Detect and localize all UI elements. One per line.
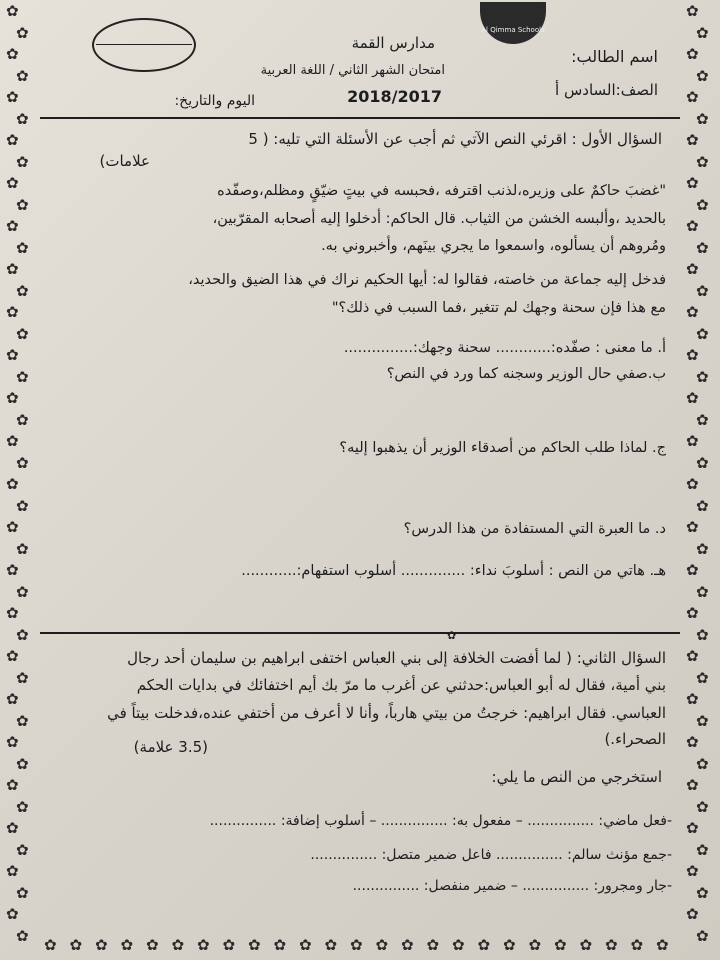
flower-ornament-icon: ✿ <box>6 561 19 579</box>
q1-part-a: أ. ما معنى : صفّده:............ سحنة وجهك:............... <box>343 340 666 356</box>
flower-ornament-icon: ✿ <box>686 862 699 880</box>
q2-text-line: العباسي. فقال ابراهيم: خرجتُ من بيتي هارباً، وأنا لا أعرف من أختفي عنده،فدخلت بيتاً في <box>107 704 666 722</box>
flower-ornament-icon: ✿ <box>16 797 29 816</box>
flower-ornament-icon: ✿ <box>44 936 57 954</box>
flower-ornament-icon: ✿ <box>95 936 108 954</box>
flower-ornament-icon: ✿ <box>16 625 29 644</box>
q2-extract-row: -جار ومجرور: ............... – ضمير منفصل: ............... <box>352 878 672 894</box>
flower-ornament-icon: ✿ <box>528 936 542 954</box>
q2-marks: (3.5 علامة) <box>133 738 208 756</box>
flower-ornament-icon: ✿ <box>6 475 19 493</box>
flower-ornament-icon: ✿ <box>6 2 19 20</box>
flower-ornament-icon: ✿ <box>686 88 699 106</box>
exam-content <box>40 0 680 930</box>
flower-ornament-icon: ✿ <box>16 582 29 601</box>
flower-ornament-icon: ✿ <box>273 936 287 954</box>
flower-ornament-icon: ✿ <box>696 539 709 558</box>
exam-title: امتحان الشهر الثاني / اللغة العربية <box>260 63 445 78</box>
flower-ornament-icon: ✿ <box>696 367 709 386</box>
flower-ornament-icon: ✿ <box>375 936 389 954</box>
flower-ornament-icon: ✿ <box>686 346 699 364</box>
flower-ornament-icon: ✿ <box>503 936 516 954</box>
flower-ornament-icon: ✿ <box>6 905 19 923</box>
q1-passage-line: ومُروهم أن يسألوه، واسمعوا ما يجري بينَهم، وأخبروني به. <box>321 238 666 254</box>
school-year: 2018/2017 <box>347 87 442 106</box>
flower-ornament-icon: ✿ <box>16 195 29 214</box>
flower-ornament-icon: ✿ <box>696 754 709 773</box>
flower-ornament-icon: ✿ <box>686 303 699 321</box>
flower-ornament-icon: ✿ <box>16 496 29 515</box>
q2-text-line: السؤال الثاني: ( لما أفضت الخلافة إلى بني العباس اختفى ابراهيم بن سليمان أحد رجال <box>127 649 666 667</box>
flower-ornament-icon: ✿ <box>686 776 699 794</box>
flower-ornament-icon: ✿ <box>197 936 210 954</box>
flower-ornament-icon: ✿ <box>69 936 83 954</box>
flower-ornament-icon: ✿ <box>6 303 19 321</box>
flower-ornament-icon: ✿ <box>686 432 699 450</box>
flower-ornament-icon: ✿ <box>426 936 440 954</box>
q2-text-line: بني أمية، فقال له أبو العباس:حدثني عن أغرب ما مرّ بك أيم اختفائك في بدايات الحكم <box>136 676 666 694</box>
flower-ornament-icon: ✿ <box>686 389 699 407</box>
q2-instruction: استخرجي من النص ما يلي: <box>491 768 662 786</box>
flower-ornament-icon: ✿ <box>696 840 709 859</box>
flower-ornament-icon: ✿ <box>248 936 261 954</box>
flower-ornament-icon: ✿ <box>6 432 19 450</box>
flower-ornament-icon: ✿ <box>686 174 699 192</box>
flower-ornament-icon: ✿ <box>686 217 699 235</box>
flower-ornament-icon: ✿ <box>16 109 29 128</box>
right-flower-border <box>680 0 720 960</box>
flower-ornament-icon: ✿ <box>6 776 19 794</box>
date-label: اليوم والتاريخ: <box>174 93 255 109</box>
flower-ornament-icon: ✿ <box>6 862 19 880</box>
flower-ornament-icon: ✿ <box>686 647 699 665</box>
flower-ornament-icon: ✿ <box>696 926 709 945</box>
q1-passage-line: "غضبَ حاكمٌ على وزيره،لذنب اقترفه ،فحبسه في بيتٍ ضيّقٍ ومظلم،وصفّده <box>217 183 666 199</box>
divider-ornament: ✿ <box>447 629 457 642</box>
q1-part-c: ج. لماذا طلب الحاكم من أصدقاء الوزير أن يذهبوا إليه؟ <box>339 440 666 456</box>
q1-passage-line: مع هذا فإن سحنة وجهك لم تتغير ،فما السبب في ذلك؟" <box>331 300 666 316</box>
flower-ornament-icon: ✿ <box>554 936 567 954</box>
flower-ornament-icon: ✿ <box>401 936 414 954</box>
flower-ornament-icon: ✿ <box>16 238 29 257</box>
flower-ornament-icon: ✿ <box>16 367 29 386</box>
q2-text-line: الصحراء.) <box>604 730 666 748</box>
flower-ornament-icon: ✿ <box>16 281 29 300</box>
flower-ornament-icon: ✿ <box>656 936 669 954</box>
flower-ornament-icon: ✿ <box>16 840 29 859</box>
q1-title: السؤال الأول : اقرئي النص الآتي ثم أجب عن الأسئلة التي تليه: ( 5 <box>248 130 662 148</box>
flower-ornament-icon: ✿ <box>696 453 709 472</box>
flower-ornament-icon: ✿ <box>6 819 19 837</box>
student-name-label: اسم الطالب: <box>571 47 658 66</box>
flower-ornament-icon: ✿ <box>696 109 709 128</box>
flower-ornament-icon: ✿ <box>16 152 29 171</box>
flower-ornament-icon: ✿ <box>16 453 29 472</box>
flower-ornament-icon: ✿ <box>686 131 699 149</box>
flower-ornament-icon: ✿ <box>299 936 312 954</box>
grade-oval <box>92 18 196 72</box>
q1-marks: علامات) <box>99 152 150 170</box>
flower-ornament-icon: ✿ <box>696 668 709 687</box>
flower-ornament-icon: ✿ <box>324 936 338 954</box>
flower-ornament-icon: ✿ <box>6 518 19 536</box>
flower-ornament-icon: ✿ <box>630 936 644 954</box>
flower-ornament-icon: ✿ <box>16 410 29 429</box>
q1-passage-line: بالحديد ،وألبسه الخشن من الثياب. قال الحاكم: أدخلوا إليه أصحابه المقرّبين، <box>212 211 666 227</box>
flower-ornament-icon: ✿ <box>696 23 709 42</box>
flower-ornament-icon: ✿ <box>6 733 19 751</box>
q1-part-b: ب.صفي حال الوزير وسجنه كما ورد في النص؟ <box>386 366 666 382</box>
flower-ornament-icon: ✿ <box>16 668 29 687</box>
flower-ornament-icon: ✿ <box>696 152 709 171</box>
flower-ornament-icon: ✿ <box>6 647 19 665</box>
logo-text: Al Qimma Schools <box>481 26 545 34</box>
flower-ornament-icon: ✿ <box>120 936 134 954</box>
flower-ornament-icon: ✿ <box>696 883 709 902</box>
left-flower-border <box>0 0 40 960</box>
flower-ornament-icon: ✿ <box>686 45 699 63</box>
flower-ornament-icon: ✿ <box>686 475 699 493</box>
flower-ornament-icon: ✿ <box>16 539 29 558</box>
flower-ornament-icon: ✿ <box>222 936 236 954</box>
flower-ornament-icon: ✿ <box>6 260 19 278</box>
flower-ornament-icon: ✿ <box>686 561 699 579</box>
flower-ornament-icon: ✿ <box>16 883 29 902</box>
flower-ornament-icon: ✿ <box>686 733 699 751</box>
q1-part-d: د. ما العبرة التي المستفادة من هذا الدرس؟ <box>403 521 666 537</box>
school-name: مدارس القمة <box>351 34 435 52</box>
section-divider <box>40 632 680 634</box>
flower-ornament-icon: ✿ <box>696 238 709 257</box>
flower-ornament-icon: ✿ <box>6 131 19 149</box>
flower-ornament-icon: ✿ <box>6 88 19 106</box>
flower-ornament-icon: ✿ <box>696 496 709 515</box>
flower-ornament-icon: ✿ <box>686 518 699 536</box>
flower-ornament-icon: ✿ <box>579 936 593 954</box>
flower-ornament-icon: ✿ <box>686 260 699 278</box>
flower-ornament-icon: ✿ <box>696 625 709 644</box>
flower-ornament-icon: ✿ <box>16 754 29 773</box>
flower-ornament-icon: ✿ <box>16 324 29 343</box>
flower-ornament-icon: ✿ <box>696 281 709 300</box>
flower-ornament-icon: ✿ <box>686 604 699 622</box>
flower-ornament-icon: ✿ <box>605 936 618 954</box>
header-divider <box>40 117 680 119</box>
flower-ornament-icon: ✿ <box>477 936 491 954</box>
flower-ornament-icon: ✿ <box>686 2 699 20</box>
flower-ornament-icon: ✿ <box>6 217 19 235</box>
flower-ornament-icon: ✿ <box>696 711 709 730</box>
q2-extract-row: -جمع مؤنث سالم: ............... فاعل ضمير متصل: ............... <box>310 847 672 863</box>
flower-ornament-icon: ✿ <box>16 23 29 42</box>
flower-ornament-icon: ✿ <box>6 690 19 708</box>
bottom-flower-border <box>40 930 680 960</box>
flower-ornament-icon: ✿ <box>696 324 709 343</box>
flower-ornament-icon: ✿ <box>6 389 19 407</box>
flower-ornament-icon: ✿ <box>171 936 185 954</box>
q1-passage-line: فدخل إليه جماعة من خاصته، فقالوا له: أيها الحكيم نراك في هذا الضيق والحديد، <box>188 272 666 288</box>
flower-ornament-icon: ✿ <box>696 582 709 601</box>
school-logo <box>480 2 546 44</box>
flower-ornament-icon: ✿ <box>696 195 709 214</box>
flower-ornament-icon: ✿ <box>6 174 19 192</box>
flower-ornament-icon: ✿ <box>696 410 709 429</box>
flower-ornament-icon: ✿ <box>16 926 29 945</box>
flower-ornament-icon: ✿ <box>16 66 29 85</box>
flower-ornament-icon: ✿ <box>452 936 465 954</box>
flower-ornament-icon: ✿ <box>6 604 19 622</box>
flower-ornament-icon: ✿ <box>686 905 699 923</box>
flower-ornament-icon: ✿ <box>696 797 709 816</box>
flower-ornament-icon: ✿ <box>350 936 363 954</box>
flower-ornament-icon: ✿ <box>696 66 709 85</box>
flower-ornament-icon: ✿ <box>6 346 19 364</box>
q1-part-e: هـ. هاتي من النص : أسلوبَ نداء: .............. أسلوب استفهام:............ <box>241 563 666 579</box>
q2-extract-row: -فعل ماضي: ............... – مفعول به: ............... – أسلوب إضافة: ............... <box>209 813 672 829</box>
flower-ornament-icon: ✿ <box>6 45 19 63</box>
flower-ornament-icon: ✿ <box>686 690 699 708</box>
flower-ornament-icon: ✿ <box>146 936 159 954</box>
class-label: الصف:السادس أ <box>555 81 658 99</box>
flower-ornament-icon: ✿ <box>686 819 699 837</box>
flower-ornament-icon: ✿ <box>16 711 29 730</box>
